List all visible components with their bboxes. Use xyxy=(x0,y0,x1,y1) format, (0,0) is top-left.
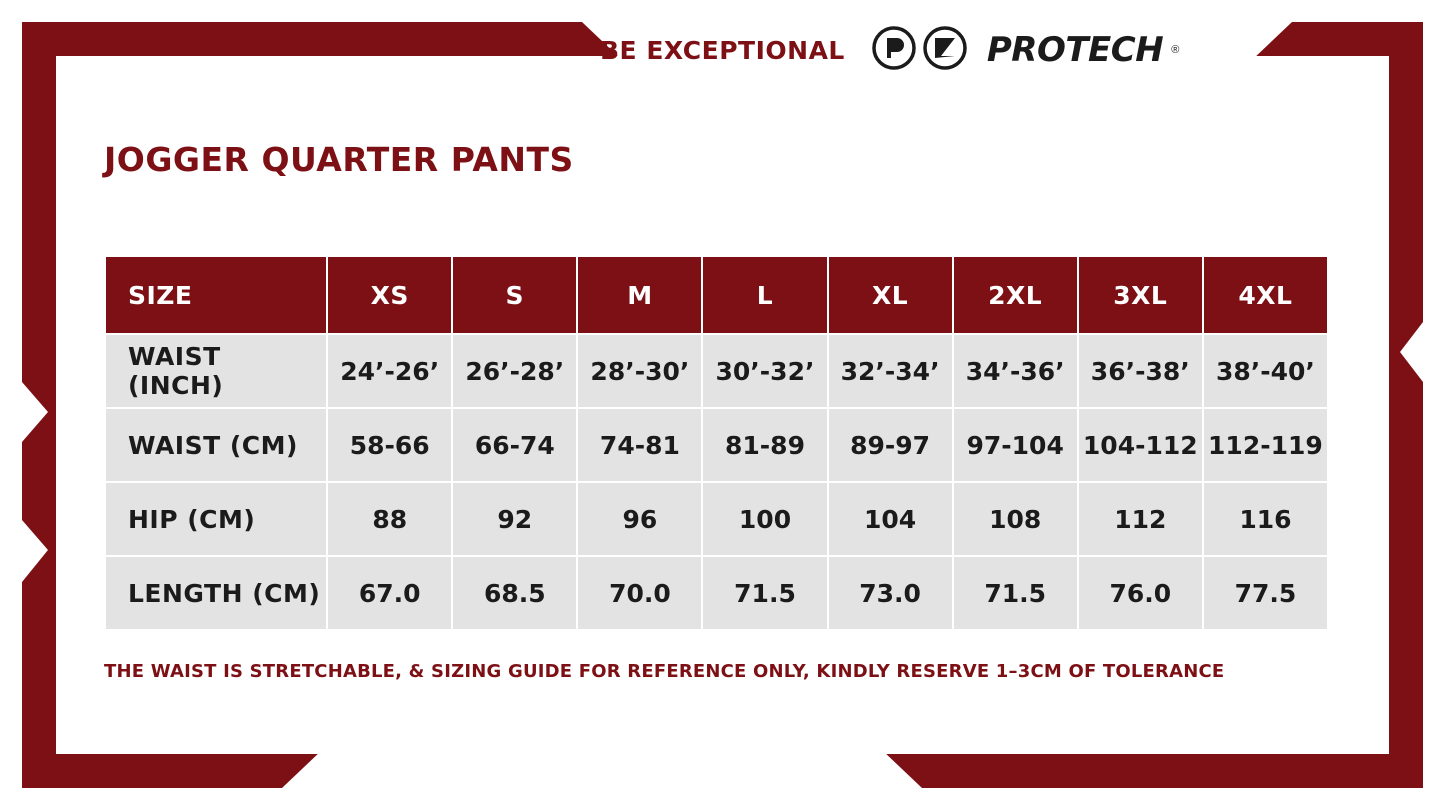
cell-waist-inch-xs: 24’-26’ xyxy=(327,334,452,408)
header-cell-xs: XS xyxy=(327,256,452,334)
cell-waist-cm-m: 74-81 xyxy=(577,408,702,482)
cell-length-cm-4xl: 77.5 xyxy=(1203,556,1328,630)
table-row xyxy=(105,556,1328,630)
cell-waist-cm-l: 81-89 xyxy=(702,408,827,482)
cell-length-cm-xl: 73.0 xyxy=(828,556,953,630)
cell-hip-cm-xl: 104 xyxy=(828,482,953,556)
cell-waist-inch-l: 30’-32’ xyxy=(702,334,827,408)
brand-wordmark: PROTECH xyxy=(986,30,1164,70)
table-header-row xyxy=(105,256,1328,334)
header-cell-xl: XL xyxy=(828,256,953,334)
cell-hip-cm-2xl: 108 xyxy=(953,482,1078,556)
cell-length-cm-xs: 67.0 xyxy=(327,556,452,630)
size-chart-table xyxy=(104,255,1329,631)
cell-hip-cm-3xl: 112 xyxy=(1078,482,1203,556)
content-area xyxy=(104,140,1332,682)
header-cell-2xl: 2XL xyxy=(953,256,1078,334)
cell-hip-cm-4xl: 116 xyxy=(1203,482,1328,556)
cell-waist-inch-3xl: 36’-38’ xyxy=(1078,334,1203,408)
header-cell-l: L xyxy=(702,256,827,334)
cell-length-cm-l: 71.5 xyxy=(702,556,827,630)
cell-waist-inch-4xl: 38’-40’ xyxy=(1203,334,1328,408)
protech-monogram-icon xyxy=(871,25,979,76)
header-cell-s: S xyxy=(452,256,577,334)
header-cell-size: SIZE xyxy=(105,256,327,334)
table-row xyxy=(105,334,1328,408)
cell-length-cm-2xl: 71.5 xyxy=(953,556,1078,630)
registered-mark: ® xyxy=(1171,44,1180,56)
cell-waist-inch-s: 26’-28’ xyxy=(452,334,577,408)
cell-waist-inch-xl: 32’-34’ xyxy=(828,334,953,408)
cell-hip-cm-l: 100 xyxy=(702,482,827,556)
brand-logo xyxy=(871,25,1179,76)
cell-hip-cm-m: 96 xyxy=(577,482,702,556)
row-label-waist-cm: WAIST (CM) xyxy=(105,408,327,482)
row-label-length-cm: LENGTH (CM) xyxy=(105,556,327,630)
cell-waist-inch-m: 28’-30’ xyxy=(577,334,702,408)
cell-waist-cm-2xl: 97-104 xyxy=(953,408,1078,482)
cell-length-cm-m: 70.0 xyxy=(577,556,702,630)
table-row xyxy=(105,408,1328,482)
row-label-hip-cm: HIP (CM) xyxy=(105,482,327,556)
cell-waist-cm-xs: 58-66 xyxy=(327,408,452,482)
cell-waist-cm-xl: 89-97 xyxy=(828,408,953,482)
cell-hip-cm-s: 92 xyxy=(452,482,577,556)
cell-length-cm-s: 68.5 xyxy=(452,556,577,630)
cell-hip-cm-xs: 88 xyxy=(327,482,452,556)
header-cell-3xl: 3XL xyxy=(1078,256,1203,334)
header-cell-m: M xyxy=(577,256,702,334)
disclaimer-note: THE WAIST IS STRETCHABLE, & SIZING GUIDE FOR REFERENCE ONLY, KINDLY RESERVE 1–3CM OF TOLERANCE xyxy=(104,661,1225,682)
table-row xyxy=(105,482,1328,556)
cell-waist-inch-2xl: 34’-36’ xyxy=(953,334,1078,408)
cell-length-cm-3xl: 76.0 xyxy=(1078,556,1203,630)
cell-waist-cm-s: 66-74 xyxy=(452,408,577,482)
cell-waist-cm-4xl: 112-119 xyxy=(1203,408,1328,482)
brand-header xyxy=(600,22,1240,78)
header-cell-4xl: 4XL xyxy=(1203,256,1328,334)
row-label-waist-inch: WAIST (INCH) xyxy=(105,334,327,408)
page-title: JOGGER QUARTER PANTS xyxy=(104,140,574,179)
cell-waist-cm-3xl: 104-112 xyxy=(1078,408,1203,482)
brand-tagline: BE EXCEPTIONAL xyxy=(600,35,845,65)
